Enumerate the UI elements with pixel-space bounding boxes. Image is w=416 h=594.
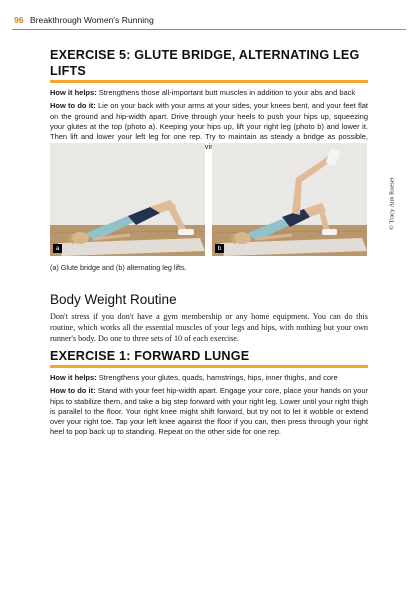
photo-tag-a: a [53, 244, 62, 253]
exercise-1-how-to [50, 386, 368, 437]
exercise-5-block [50, 47, 368, 156]
how-helps-text: Strengthens your glutes, quads, hamstrings, hips, inner thighs, and core [98, 373, 338, 382]
book-title: Breakthrough Women's Running [29, 15, 154, 25]
exercise-1-title: EXERCISE 1: FORWARD LUNGE [50, 349, 250, 363]
exercise-1-title-rule [50, 365, 368, 368]
page-number: 96 [14, 15, 24, 25]
how-to-text: Lie on your back with your arms at your sides, your knees bent, and your feet flat on the ground and hip-width apart. Drive through your heels to push your hips up, squeezing your glutes at the top (photo a). Keeping your hips up, lift your right leg (photo b) and lower it. Then lift and lower your left leg for one rep. Try to maintain as steady a bridge as possible, moving [50, 101, 369, 152]
how-to-label: How to do it: [50, 101, 96, 111]
exercise-5-title: EXERCISE 5: GLUTE BRIDGE, ALTERNATING LEG LIFTS [50, 48, 360, 78]
exercise-5-how-helps [50, 88, 368, 98]
how-to-label: How to do it: [50, 386, 96, 396]
how-to-text: Stand with your feet hip-width apart. Engage your core, place your hands on your hips to stabilize them, and take a big step forward with your right leg. Lower until your right thigh is parallel to the floor. Your right knee might shift forward, but try not to let it wobble or extend over your right toe. Tap your left knee against the floor if you can, then press through your right heel to pop back up to standing. Repeat on the other side for one rep. [50, 386, 369, 437]
how-helps-label: How it helps: [50, 88, 97, 97]
routine-title: Body Weight Routine [50, 292, 177, 307]
photo-glute-bridge [50, 143, 205, 256]
how-helps-label: How it helps: [50, 373, 97, 382]
header-divider [12, 29, 406, 30]
body-weight-routine [50, 291, 368, 441]
exercise-5-photos [50, 143, 368, 256]
how-helps-text: Strengthens those all-important butt muscles in addition to your abs and back [98, 88, 356, 97]
running-header [14, 15, 406, 25]
photo-tag-b: b [215, 244, 224, 253]
routine-intro: Don't stress if you don't have a gym membership or any home equipment. You can do this routine, which works all the essential muscles of your legs and hips, with nothing but your own runner's body. Do one to three sets of 10 of each exercise. [50, 312, 368, 343]
photo-leg-lift [212, 143, 367, 256]
photo-credit: © Tracy Ann Roeser [388, 177, 396, 230]
photo-caption: (a) Glute bridge and (b) alternating leg lifts. [50, 263, 187, 272]
exercise-5-title-rule [50, 80, 368, 83]
exercise-1-how-helps [50, 373, 368, 383]
